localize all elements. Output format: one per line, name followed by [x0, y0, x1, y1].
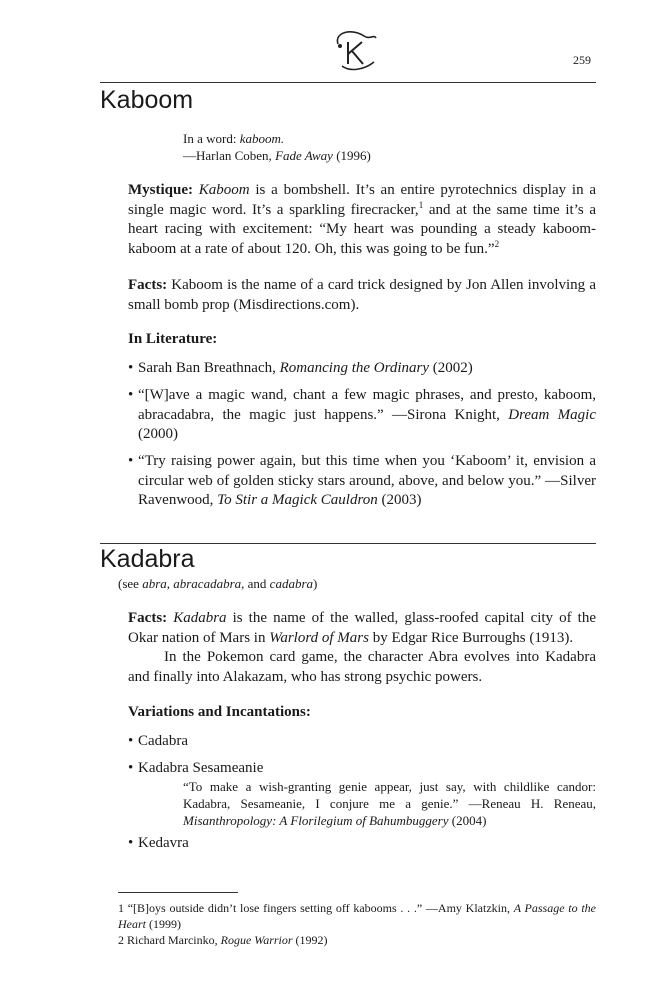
footnote-year: (1999) [146, 917, 181, 931]
literature-item [128, 452, 596, 511]
variation-item [128, 759, 596, 779]
footnote-text: “[B]oys outside didn’t lose fingers setting off kabooms . . .” —Amy Klatzkin, [127, 901, 514, 915]
epigraph-year: (1996) [332, 148, 371, 163]
entry-rule [100, 543, 596, 544]
lit-year: (2002) [429, 360, 473, 376]
variation-label: Kedavra [138, 835, 189, 851]
variation-quote [183, 778, 596, 829]
bullet-icon: • [128, 760, 134, 776]
see-also [118, 576, 317, 592]
footnote-1 [118, 900, 596, 932]
lit-quote: “[W]ave a magic wand, chant a few magic phrases, and presto, kaboom, abracadabra, the magic just happens.” —Sirona Knight, [138, 387, 596, 423]
entry-title-kaboom: Kaboom [100, 86, 194, 114]
footnote-rule [118, 892, 238, 893]
footnote-number: 2 [118, 933, 124, 947]
bullet-icon: • [128, 453, 134, 469]
footnote-text: Richard Marcinko, [127, 933, 221, 947]
facts-text-1: is the name of the walled, glass-roofed capital city of the Okar nation of Mars in [128, 610, 596, 646]
lit-work: To Stir a Magick Cauldron [217, 492, 378, 508]
lit-work: Romancing the Ordinary [279, 360, 430, 376]
literature-item [128, 359, 596, 379]
lit-year: (2003) [377, 492, 422, 508]
page-number: 259 [573, 53, 591, 67]
see-also-separator: , and [241, 576, 270, 591]
bullet-icon: • [128, 387, 134, 403]
bullet-icon: • [128, 835, 134, 851]
epigraph-word: kaboom. [239, 131, 285, 146]
mystique-text-2: and at the same time it’s a heart racing with excitement: “My heart was pounding a steady kaboom-kaboom at a rate of about 120. Oh, this was going to be fun.” [128, 201, 597, 257]
footnote-2 [118, 932, 596, 948]
variation-item [128, 732, 596, 752]
facts-work: Warlord of Mars [269, 629, 369, 646]
in-literature-heading: In Literature: [128, 331, 218, 347]
lit-work: Dream Magic [508, 406, 596, 423]
facts-text-2: by Edgar Rice Burroughs (1913). [368, 629, 574, 646]
see-also-prefix: (see [118, 576, 143, 591]
lit-quote: “Try raising power again, but this time when you ‘Kaboom’ it, envision a circular web of golden sticky stars around, above, and below you.” —Silver Ravenwood, [138, 453, 596, 508]
epigraph-attribution: —Harlan Coben, [183, 148, 276, 163]
footnote-year: (1992) [292, 933, 328, 947]
variation-label: Cadabra [138, 733, 188, 749]
footnotes [118, 900, 596, 948]
see-also-link[interactable]: abra [142, 576, 167, 591]
facts-paragraph-kaboom [128, 276, 596, 315]
footnote-ref-2[interactable]: 2 [494, 238, 500, 249]
footnote-number: 1 [118, 901, 124, 915]
variation-item [128, 834, 596, 854]
mystique-paragraph [128, 181, 596, 259]
bullet-icon: • [128, 733, 134, 749]
see-also-separator: , [166, 576, 174, 591]
epigraph-text: In a word: [183, 131, 240, 146]
facts-word: Kadabra [173, 610, 227, 626]
quote-year: (2004) [448, 813, 487, 828]
chapter-letter-k-ornament [330, 24, 382, 74]
mystique-label: Mystique: [128, 182, 193, 198]
quote-work: Misanthropology: A Florilegium of Bahumbuggery [183, 813, 449, 828]
entry-title-kadabra: Kadabra [100, 545, 195, 573]
bullet-icon: • [128, 360, 134, 376]
facts-paragraph-2: In the Pokemon card game, the character Abra evolves into Kadabra and finally into Alakazam, who has strong psychic powers. [128, 649, 596, 685]
facts-label: Facts: [128, 610, 168, 626]
epigraph [183, 130, 371, 164]
variation-label: Kadabra Sesameanie [138, 760, 264, 776]
header-rule [100, 82, 596, 83]
footnote-ref-1[interactable]: 1 [418, 199, 424, 210]
mystique-word: Kaboom [198, 182, 250, 198]
see-also-link[interactable]: cadabra [269, 576, 314, 591]
facts-text: Kaboom is the name of a card trick designed by Jon Allen involving a small bomb prop (Misdirections.com). [128, 277, 596, 313]
lit-year: (2000) [138, 426, 178, 442]
quote-text: “To make a wish-granting genie appear, just say, with childlike candor: Kadabra, Sesameanie, I conjure me a genie.” —Reneau H. Reneau, [183, 779, 596, 811]
footnote-work: A Passage to the Heart [118, 901, 597, 931]
mystique-text-1: is a bombshell. It’s an entire pyrotechnics display in a single magic word. It’s a sparkling firecracker, [128, 182, 597, 218]
footnote-work: Rogue Warrior [220, 933, 293, 947]
epigraph-line-2 [183, 147, 371, 164]
see-also-link[interactable]: abracadabra [173, 576, 242, 591]
epigraph-work: Fade Away [275, 148, 333, 163]
facts-label: Facts: [128, 277, 168, 293]
see-also-suffix: ) [313, 576, 318, 591]
epigraph-line-1 [183, 130, 371, 147]
literature-item [128, 386, 596, 445]
facts-paragraph-kadabra [128, 609, 596, 687]
variations-heading: Variations and Incantations: [128, 704, 311, 720]
lit-author: Sarah Ban Breathnach, [138, 360, 280, 376]
